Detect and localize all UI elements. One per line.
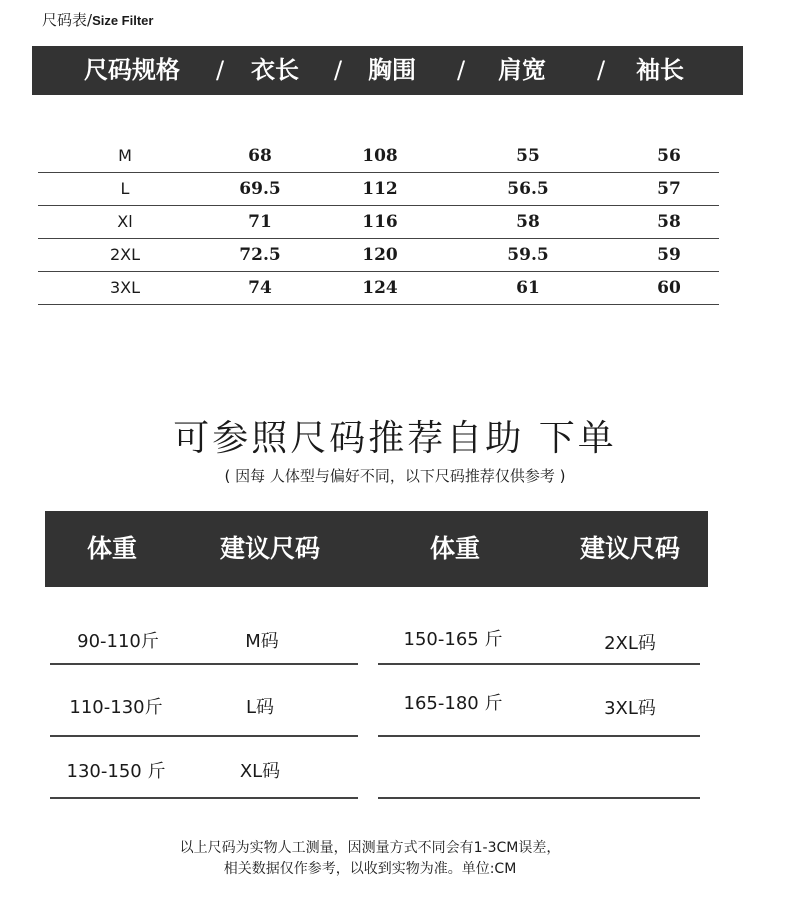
size-cell: Xl	[117, 212, 133, 231]
chest-cell: 116	[362, 212, 398, 232]
sleeve-cell: 58	[657, 212, 681, 232]
weight-cell: 110-130斤	[69, 697, 163, 718]
weight-cell: 90-110斤	[77, 631, 159, 652]
shoulder-cell: 56.5	[507, 179, 549, 199]
length-cell: 71	[248, 212, 272, 232]
chest-cell: 124	[362, 278, 398, 298]
size-table-header	[32, 46, 743, 95]
table-row	[38, 206, 719, 239]
page-label-cn: 尺码表/	[42, 11, 93, 29]
weight-table-header	[45, 511, 708, 587]
page-label-en: Size Filter	[92, 13, 154, 28]
table-row	[38, 173, 719, 206]
row-divider	[50, 797, 358, 799]
table-row	[38, 140, 719, 173]
header-size-spec: 尺码规格	[84, 56, 180, 84]
recommend-subtitle: ( 因每 人体型与偏好不同，以下尺码推荐仅供参考 )	[224, 467, 566, 485]
header-separator: /	[596, 56, 606, 84]
footnote-line-1: 以上尺码为实物人工测量，因测量方式不同会有1-3CM误差，	[179, 840, 561, 856]
row-divider	[50, 663, 358, 665]
header-chest: 胸围	[368, 56, 416, 84]
header-length: 衣长	[251, 56, 299, 84]
size-cell: M	[118, 146, 132, 165]
chest-cell: 120	[362, 245, 398, 265]
shoulder-cell: 61	[516, 278, 540, 298]
row-divider	[50, 735, 358, 737]
header-recommend-left: 建议尺码	[219, 534, 321, 563]
sleeve-cell: 59	[657, 245, 681, 265]
size-cell: 2XL	[109, 245, 141, 264]
table-row	[38, 239, 719, 272]
page-label	[42, 9, 153, 30]
header-separator: /	[456, 56, 466, 84]
sleeve-cell: 56	[657, 146, 681, 166]
size-cell: L	[120, 179, 130, 198]
recommend-title: 可参照尺码推荐自助 下单	[173, 418, 617, 459]
size-cell: 3XL	[109, 278, 141, 297]
sleeve-cell: 57	[657, 179, 681, 199]
row-divider	[378, 663, 700, 665]
header-recommend-right: 建议尺码	[579, 534, 681, 563]
weight-cell: 165-180 斤	[403, 693, 503, 714]
footnote-line-2: 相关数据仅作参考，以收到实物为准。单位:CM	[223, 861, 517, 877]
row-divider	[378, 735, 700, 737]
recommended-size-cell: L码	[245, 697, 275, 718]
table-row	[38, 272, 719, 305]
weight-cell: 150-165 斤	[403, 629, 503, 650]
sleeve-cell: 60	[657, 278, 681, 298]
header-sleeve: 袖长	[636, 56, 684, 84]
length-cell: 68	[248, 146, 272, 166]
length-cell: 72.5	[239, 245, 281, 265]
header-separator: /	[333, 56, 343, 84]
recommended-size-cell: 2XL码	[604, 633, 656, 654]
chest-cell: 108	[362, 146, 398, 166]
header-weight-left: 体重	[86, 534, 138, 563]
header-separator: /	[215, 56, 225, 84]
weight-cell: 130-150 斤	[66, 761, 166, 782]
length-cell: 69.5	[239, 179, 281, 199]
row-divider	[378, 797, 700, 799]
shoulder-cell: 58	[516, 212, 540, 232]
recommended-size-cell: XL码	[239, 761, 281, 782]
recommended-size-cell: 3XL码	[604, 698, 656, 719]
header-weight-right: 体重	[429, 534, 481, 563]
chest-cell: 112	[362, 179, 398, 199]
shoulder-cell: 59.5	[507, 245, 549, 265]
shoulder-cell: 55	[516, 146, 540, 166]
size-table	[38, 140, 719, 305]
length-cell: 74	[248, 278, 272, 298]
recommended-size-cell: M码	[245, 631, 279, 652]
header-shoulder: 肩宽	[498, 56, 546, 84]
